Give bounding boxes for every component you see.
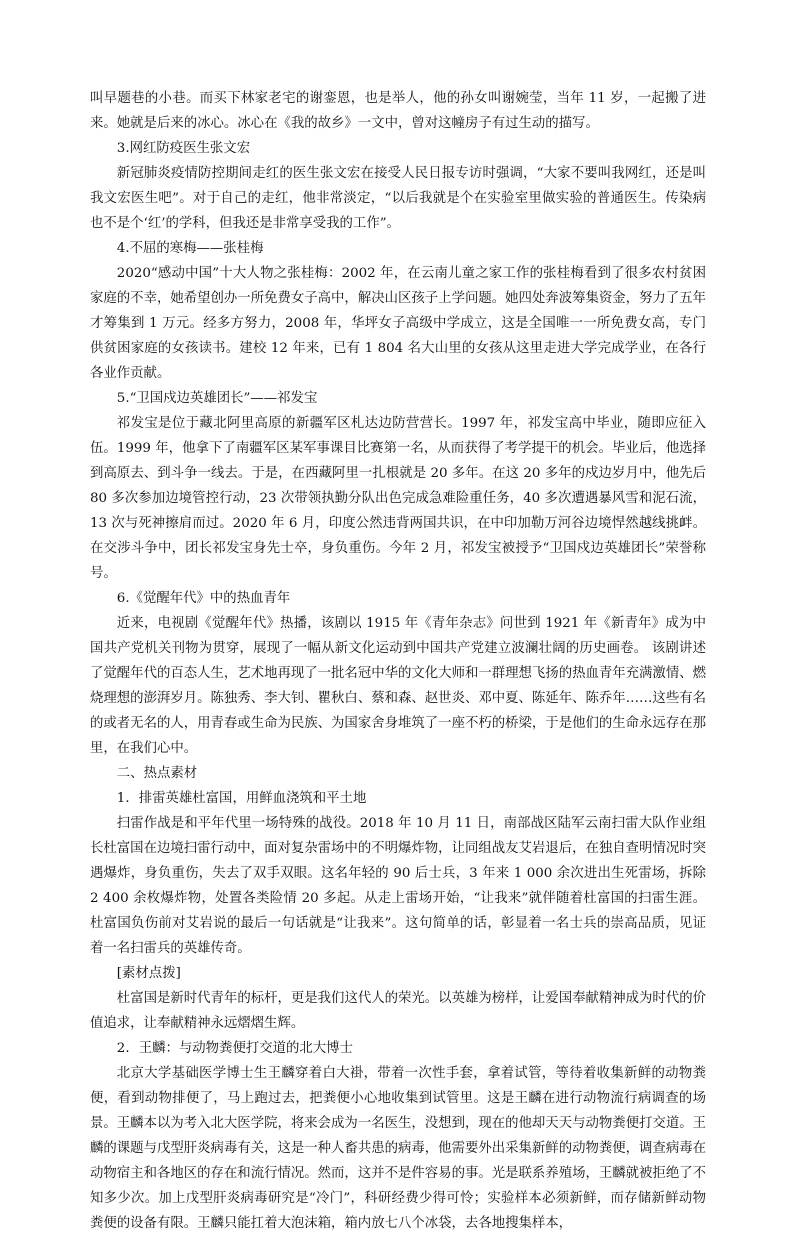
heading-material-tips: [素材点拨] [116, 966, 181, 981]
heading-du-fuguo: 1．排雷英雄杜富国，用鲜血浇筑和平土地 [116, 791, 367, 806]
document-page [90, 86, 706, 1236]
heading-zhang-guimei: 4.不屈的寒梅——张桂梅 [116, 241, 264, 256]
heading-wang-lin: 2．王麟：与动物粪便打交道的北大博士 [116, 1041, 353, 1056]
heading-awakening-age: 6.《觉醒年代》中的热血青年 [116, 591, 291, 606]
section-heading-hot-materials: 二、热点素材 [116, 766, 198, 781]
paragraph-wang-lin: 北京大学基础医学博士生王麟穿着白大褂，带着一次性手套，拿着试管，等待着收集新鲜的动物粪便，看到动物排便了，马上跑过去，把粪便小心地收集到试管里。这是王麟在进行动物流行病调查的场景。王麟本以为考入北大医学院，将来会成为一名医生，没想到，现在的他却天天与动物粪便打交道。王麟的课题与戊型肝炎病毒有关，这是一种人畜共患的病毒，他需要外出采集新鲜的动物粪便，调查病毒在动物宿主和各地区的存在和流行情况。然而，这并不是件容易的事。光是联系养殖场，王麟就被拒绝了不知多少次。加上戊型肝炎病毒研究是“冷门”，科研经费少得可怜；实验样本必须新鲜，而存储新鲜动物粪便的设备有限。王麟只能扛着大泡沫箱，箱内放七八个冰袋，去各地搜集样本， [90, 1066, 706, 1231]
paragraph-zhang-wenhong: 新冠肺炎疫情防控期间走红的医生张文宏在接受人民日报专访时强调，“大家不要叫我网红，还是叫我文宏医生吧”。对于自己的走红，他非常淡定，“以后我就是个在实验室里做实验的普通医生。传染病也不是个‘红’的学科，但我还是非常享受我的工作”。 [90, 166, 706, 231]
heading-zhang-wenhong: 3.网红防疫医生张文宏 [116, 141, 251, 156]
paragraph-qi-fabao: 祁发宝是位于藏北阿里高原的新疆军区札达边防营营长。1997 年，祁发宝高中毕业，随即应征入伍。1999 年，他拿下了南疆军区某军事课目比赛第一名，从而获得了考学提干的机会。毕业后，他选择到高原去、到斗争一线去。于是，在西藏阿里一扎根就是 20 多年。在这 20 多年的戍边岁月中，他先后 80 多次参加边境管控行动，23 次带领执勤分队出色完成急难险重任务，40 多次遭遇暴风雪和泥石流，13 次与死神擦肩而过。2020 年 6 月，印度公然违背两国共识，在中印加勒万河谷边境悍然越线挑衅。在交涉斗争中，团长祁发宝身先士卒，身负重伤。今年 2 月，祁发宝被授予“卫国戍边英雄团长”荣誉称号。 [90, 416, 706, 581]
heading-qi-fabao: 5.“卫国戍边英雄团长”——祁发宝 [116, 391, 318, 406]
paragraph-awakening-age: 近来，电视剧《觉醒年代》热播，该剧以 1915 年《青年杂志》问世到 1921 年《新青年》成为中国共产党机关刊物为贯穿，展现了一幅从新文化运动到中国共产党建立波澜壮阔的历史画卷。 该剧讲述了觉醒年代的百态人生，艺术地再现了一批名冠中华的文化大师和一群理想飞扬的热血青年充满激情、燃烧理想的澎湃岁月。陈独秀、李大钊、瞿秋白、蔡和森、赵世炎、邓中夏、陈延年、陈乔年……这些有名的或者无名的人，用青春或生命为民族、为国家舍身堆筑了一座不朽的桥梁，于是他们的生命永远存在那里，在我们心中。 [90, 616, 706, 756]
paragraph-material-tips: 杜富国是新时代青年的标杆，更是我们这代人的荣光。以英雄为榜样，让爱国奉献精神成为时代的价值追求，让奉献精神永远熠熠生辉。 [90, 991, 706, 1031]
paragraph-du-fuguo: 扫雷作战是和平年代里一场特殊的战役。2018 年 10 月 11 日，南部战区陆军云南扫雷大队作业组长杜富国在边境扫雷行动中，面对复杂雷场中的不明爆炸物，让同组战友艾岩退后，在独自查明情况时突遇爆炸，身负重伤，失去了双手双眼。这名年轻的 90 后士兵，3 年来 1 000 余次进出生死雷场，拆除 2 400 余枚爆炸物，处置各类险情 20 多起。从走上雷场开始，“让我来”就伴随着杜富国的扫雷生涯。杜富国负伤前对艾岩说的最后一句话就是“让我来”。这句简单的话，彰显着一名士兵的崇高品质，见证着一名扫雷兵的英雄传奇。 [90, 816, 706, 956]
paragraph-intro-continuation: 叫早题巷的小巷。而买下林家老宅的谢銮恩，也是举人，他的孙女叫谢婉莹，当年 11 岁，一起搬了进来。她就是后来的冰心。冰心在《我的故乡》一文中，曾对这幢房子有过生动的描写。 [90, 91, 706, 131]
paragraph-zhang-guimei: 2020“感动中国”十大人物之张桂梅：2002 年，在云南儿童之家工作的张桂梅看到了很多农村贫困家庭的不幸，她希望创办一所免费女子高中，解决山区孩子上学问题。她四处奔波筹集资金，努力了五年才筹集到 1 万元。经多方努力，2008 年，华坪女子高级中学成立，这是全国唯一一所免费女高，专门供贫困家庭的女孩读书。建校 12 年来，已有 1 804 名大山里的女孩从这里走进大学完成学业，在各行各业作贡献。 [90, 266, 706, 381]
